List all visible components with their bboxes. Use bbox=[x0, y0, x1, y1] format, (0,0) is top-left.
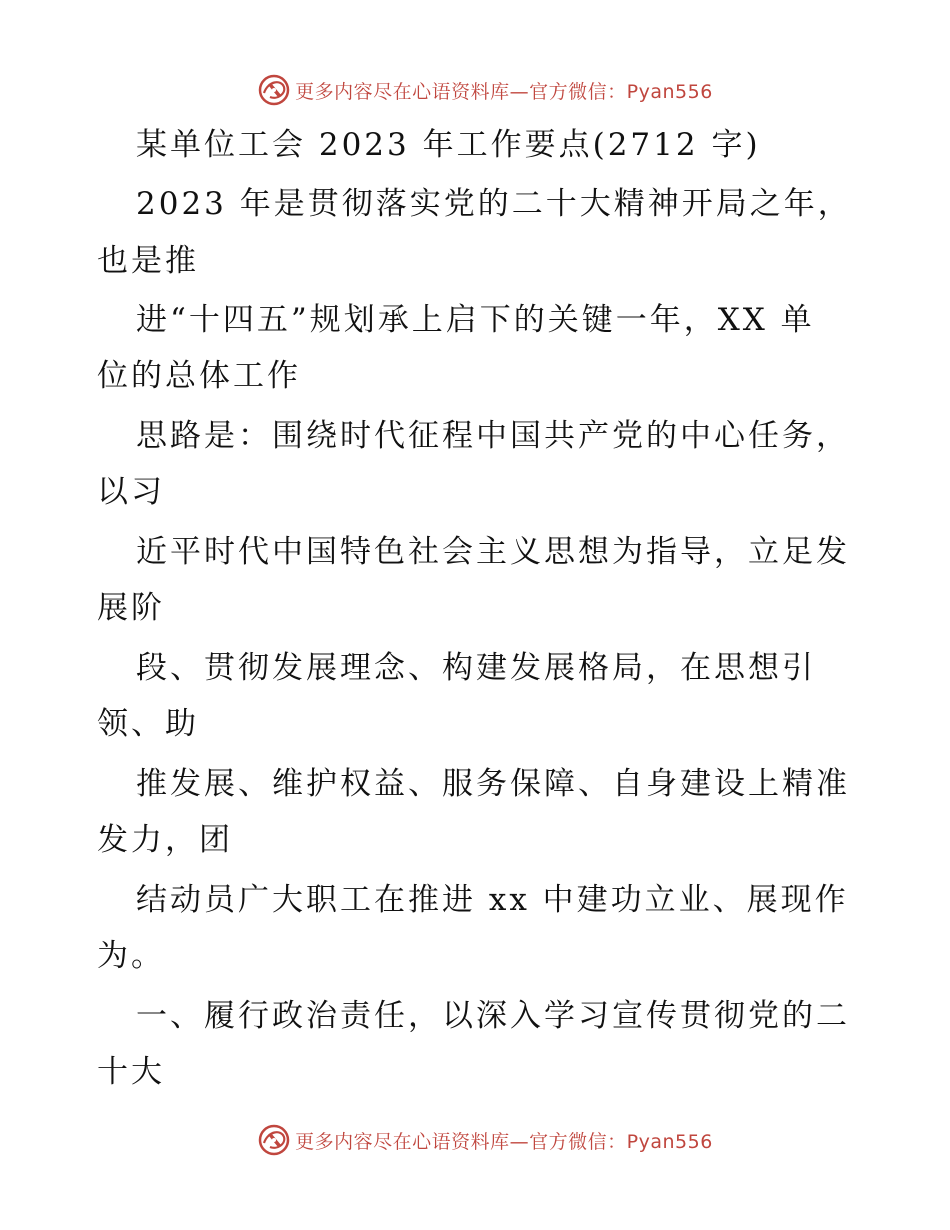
paragraph-line: 以习 bbox=[97, 474, 165, 510]
section-heading-line: 十大 bbox=[97, 1054, 165, 1090]
paragraph-line: 位的总体工作 bbox=[97, 358, 301, 394]
paragraph-line: 2023 年是贯彻落实党的二十大精神开局之年， bbox=[136, 186, 852, 222]
watermark-text: 更多内容尽在心语资料库—官方微信：Pyan556 bbox=[295, 1130, 713, 1153]
footer-watermark-banner bbox=[0, 1120, 950, 1160]
paragraph-line: 推发展、维护权益、服务保障、自身建设上精准 bbox=[136, 766, 850, 802]
section-heading-line: 一、履行政治责任，以深入学习宣传贯彻党的二 bbox=[136, 998, 850, 1034]
paragraph-line: 展阶 bbox=[97, 590, 165, 626]
paragraph-line: 进“十四五”规划承上启下的关键一年，XX 单 bbox=[136, 302, 815, 338]
watermark-text: 更多内容尽在心语资料库—官方微信：Pyan556 bbox=[295, 80, 713, 103]
paragraph-line: 段、贯彻发展理念、构建发展格局，在思想引 bbox=[136, 650, 816, 686]
pen-swirl-logo-icon bbox=[257, 1123, 291, 1157]
paragraph-line: 也是推 bbox=[97, 243, 199, 279]
document-title: 某单位工会 2023 年工作要点(2712 字) bbox=[136, 127, 761, 163]
paragraph-line: 思路是：围绕时代征程中国共产党的中心任务， bbox=[136, 418, 850, 454]
paragraph-line: 结动员广大职工在推进 xx 中建功立业、展现作 bbox=[136, 882, 849, 918]
paragraph-line: 为。 bbox=[97, 938, 165, 974]
paragraph-line: 发力，团 bbox=[97, 822, 233, 858]
paragraph-line: 近平时代中国特色社会主义思想为指导，立足发 bbox=[136, 534, 850, 570]
paragraph-line: 领、助 bbox=[97, 706, 199, 742]
